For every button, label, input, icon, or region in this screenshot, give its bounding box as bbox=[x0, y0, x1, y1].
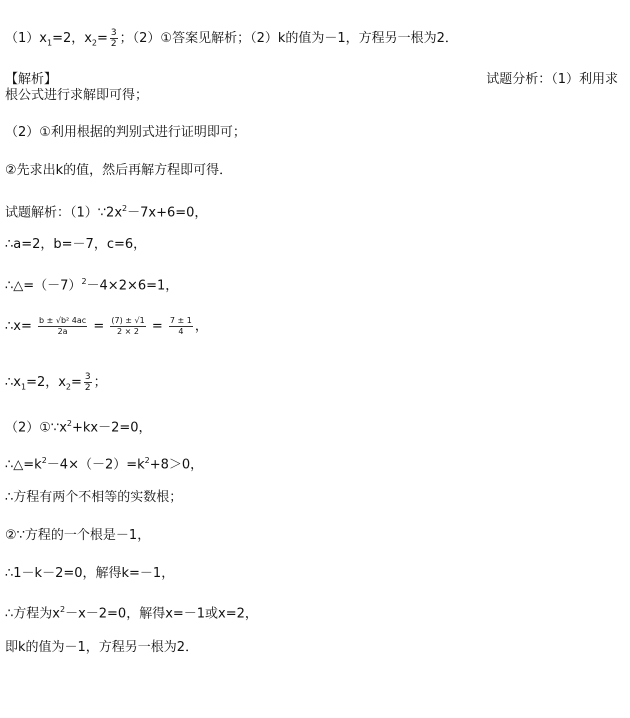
line-6 bbox=[5, 274, 178, 294]
line-10-c: +8＞0， bbox=[149, 457, 204, 473]
answer-sub2: 2 bbox=[91, 38, 98, 48]
jiexi-label: 【解析】 bbox=[5, 72, 58, 87]
line-13: ∴1－k－2=0，解得k=－1， bbox=[5, 566, 175, 581]
line-8-frac-den: 2 bbox=[84, 383, 91, 393]
fraction-2-den: 2 × 2 bbox=[117, 327, 140, 336]
line-9-a: （2）①∵x bbox=[5, 420, 67, 436]
line-4-a: 试题解析：（1）∵2x bbox=[5, 205, 123, 221]
answer-part3: = bbox=[97, 31, 108, 46]
line-12: ②∵方程的一个根是－1， bbox=[5, 528, 151, 543]
line-14-b: －x－2=0，解得x=－1或x=2， bbox=[65, 606, 258, 622]
equals-2: = bbox=[151, 319, 163, 334]
fraction-3-den: 4 bbox=[178, 327, 184, 336]
line-8-b: =2，x bbox=[26, 375, 66, 390]
line-6-sup: 2 bbox=[81, 277, 87, 286]
line-10-b: －4×（－2）=k bbox=[46, 457, 145, 473]
line-4-b: －7x+6=0， bbox=[127, 205, 208, 221]
line-4-sup: 2 bbox=[122, 204, 128, 213]
fraction-1 bbox=[38, 316, 87, 337]
line-8-a: ∴x bbox=[5, 375, 21, 390]
line-14 bbox=[5, 602, 258, 622]
line-7 bbox=[5, 316, 208, 337]
line-8-sub1: 1 bbox=[20, 382, 27, 392]
line-14-a: ∴方程为x bbox=[5, 606, 60, 622]
line-15: 即k的值为－1，方程另一根为2． bbox=[5, 640, 199, 655]
fraction-1-num: b ± √b² 4ac bbox=[39, 316, 87, 325]
answer-line bbox=[5, 28, 458, 52]
line-2: （2）①利用根据的判别式进行证明即可； bbox=[5, 125, 246, 140]
fraction-3-num: 7 ± 1 bbox=[169, 316, 192, 325]
line-8-d: ； bbox=[93, 375, 107, 390]
line-11: ∴方程有两个不相等的实数根； bbox=[5, 490, 183, 505]
line-8-c: = bbox=[71, 375, 82, 390]
answer-part4: ；（2）①答案见解析；（2）k的值为－1，方程另一根为2． bbox=[119, 31, 458, 46]
line-9-sup: 2 bbox=[66, 419, 72, 428]
line-9 bbox=[5, 416, 152, 436]
answer-frac-num: 3 bbox=[110, 28, 117, 38]
line-8-frac-num: 3 bbox=[84, 372, 91, 382]
answer-part1: （1）x bbox=[5, 31, 47, 46]
answer-sub1: 1 bbox=[46, 38, 53, 48]
line-10-sup2: 2 bbox=[144, 456, 150, 465]
line-8-sub2: 2 bbox=[65, 382, 72, 392]
line-6-b: －4×2×6=1， bbox=[86, 278, 179, 294]
fraction-2-num: (7) ± √1 bbox=[111, 316, 145, 325]
answer-frac-den: 2 bbox=[110, 39, 117, 49]
line-3: ②先求出k的值，然后再解方程即可得． bbox=[5, 163, 233, 178]
answer-part2: =2，x bbox=[52, 31, 92, 46]
line-8 bbox=[5, 372, 107, 396]
line-10-sup: 2 bbox=[41, 456, 47, 465]
line-7-end: ， bbox=[194, 319, 208, 334]
line-5: ∴a=2，b=－7，c=6， bbox=[5, 237, 147, 252]
fraction-2 bbox=[110, 316, 145, 337]
line-8-fraction bbox=[84, 372, 92, 393]
line-6-a: ∴△=（－7） bbox=[5, 278, 82, 294]
line-10 bbox=[5, 453, 203, 473]
line-10-a: ∴△=k bbox=[5, 457, 42, 473]
line-1: 根公式进行求解即可得； bbox=[5, 88, 149, 103]
fraction-1-den: 2a bbox=[57, 327, 68, 336]
answer-fraction bbox=[110, 28, 118, 49]
line-4 bbox=[5, 201, 207, 221]
line-14-sup: 2 bbox=[59, 605, 66, 614]
equals-1: = bbox=[93, 319, 105, 334]
analysis-intro: 试题分析：（1）利用求 bbox=[486, 72, 618, 87]
fraction-3 bbox=[169, 316, 193, 337]
line-9-b: +kx－2=0， bbox=[71, 420, 152, 436]
line-7-a: ∴x= bbox=[5, 319, 32, 334]
